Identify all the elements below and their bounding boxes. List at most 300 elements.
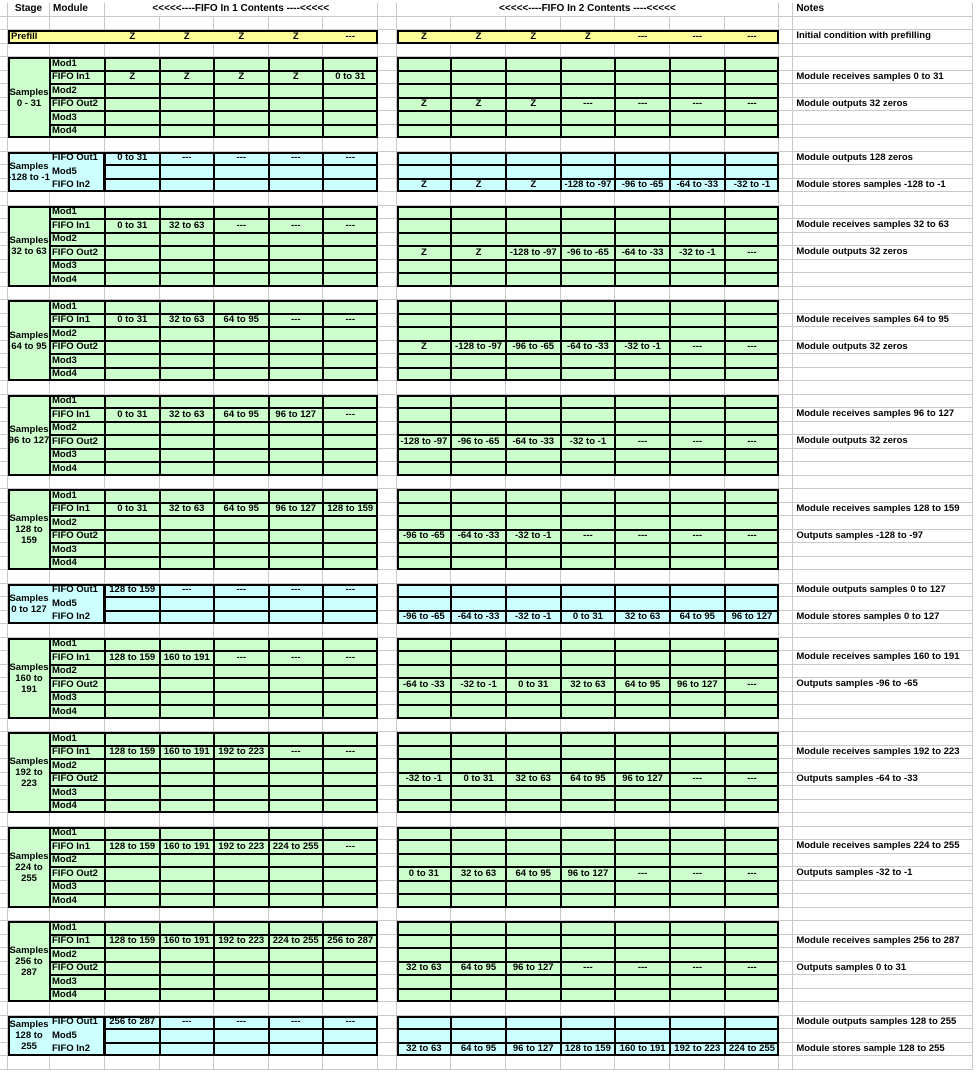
note-cell[interactable]: Module receives samples 224 to 255: [793, 840, 973, 854]
empty-note-cell[interactable]: [793, 1029, 973, 1043]
fifo2-cell[interactable]: [397, 354, 452, 368]
fifo2-cell[interactable]: [397, 921, 452, 935]
fifo1-cell[interactable]: [269, 732, 324, 746]
fifo1-cell[interactable]: [269, 948, 324, 962]
fifo1-cell[interactable]: 64 to 95: [214, 314, 269, 328]
fifo2-cell[interactable]: [561, 368, 616, 382]
fifo1-cell[interactable]: [323, 125, 378, 139]
fifo2-cell[interactable]: -128 to -97: [397, 435, 452, 449]
fifo1-cell[interactable]: [105, 260, 160, 274]
fifo1-cell[interactable]: [214, 989, 269, 1003]
fifo2-cell[interactable]: [615, 597, 670, 611]
fifo1-cell[interactable]: [160, 111, 215, 125]
fifo2-cell[interactable]: [615, 948, 670, 962]
module-cell[interactable]: FIFO Out2: [50, 341, 105, 355]
fifo2-cell[interactable]: [451, 921, 506, 935]
fifo1-cell[interactable]: [323, 975, 378, 989]
fifo2-cell[interactable]: [670, 152, 725, 166]
fifo1-cell[interactable]: [214, 368, 269, 382]
note-cell[interactable]: Module outputs 32 zeros: [793, 341, 973, 355]
fifo1-cell[interactable]: [269, 962, 324, 976]
module-cell[interactable]: Mod2: [50, 665, 105, 679]
fifo2-cell[interactable]: [561, 638, 616, 652]
fifo2-cell[interactable]: [670, 921, 725, 935]
fifo1-cell[interactable]: 0 to 31: [323, 71, 378, 85]
fifo2-cell[interactable]: [397, 368, 452, 382]
fifo1-cell[interactable]: 96 to 127: [269, 408, 324, 422]
fifo2-cell[interactable]: [725, 557, 780, 571]
fifo2-cell[interactable]: [397, 840, 452, 854]
fifo2-cell[interactable]: [725, 935, 780, 949]
fifo1-cell[interactable]: [269, 611, 324, 625]
fifo1-cell[interactable]: [160, 1029, 215, 1043]
fifo2-cell[interactable]: [397, 948, 452, 962]
fifo2-cell[interactable]: ---: [561, 530, 616, 544]
module-cell[interactable]: Mod5: [50, 597, 105, 611]
fifo1-cell[interactable]: [269, 57, 324, 71]
fifo2-cell[interactable]: [506, 894, 561, 908]
fifo2-cell[interactable]: 0 to 31: [561, 611, 616, 625]
fifo2-cell[interactable]: [451, 71, 506, 85]
fifo1-cell[interactable]: [160, 894, 215, 908]
fifo2-cell[interactable]: [670, 314, 725, 328]
fifo2-cell[interactable]: [506, 732, 561, 746]
note-cell[interactable]: Module receives samples 128 to 159: [793, 503, 973, 517]
fifo1-cell[interactable]: [323, 489, 378, 503]
fifo1-cell[interactable]: [323, 692, 378, 706]
fifo2-cell[interactable]: [451, 368, 506, 382]
fifo1-cell[interactable]: [160, 867, 215, 881]
fifo2-cell[interactable]: [451, 1029, 506, 1043]
prefill-fifo1-cell[interactable]: Z: [292, 30, 299, 42]
fifo2-cell[interactable]: [506, 219, 561, 233]
empty-note-cell[interactable]: [793, 57, 973, 71]
fifo1-cell[interactable]: [214, 273, 269, 287]
fifo1-cell[interactable]: [214, 1029, 269, 1043]
fifo2-cell[interactable]: [397, 854, 452, 868]
fifo2-cell[interactable]: [397, 584, 452, 598]
fifo1-cell[interactable]: [269, 692, 324, 706]
fifo2-cell[interactable]: [451, 314, 506, 328]
note-cell[interactable]: Module outputs samples 128 to 255: [793, 1016, 973, 1030]
fifo2-cell[interactable]: [397, 894, 452, 908]
fifo2-cell[interactable]: [561, 800, 616, 814]
fifo2-cell[interactable]: [561, 881, 616, 895]
fifo2-cell[interactable]: [615, 584, 670, 598]
fifo1-cell[interactable]: [269, 449, 324, 463]
fifo2-cell[interactable]: 64 to 95: [670, 611, 725, 625]
empty-note-cell[interactable]: [793, 759, 973, 773]
fifo1-cell[interactable]: 192 to 223: [214, 935, 269, 949]
fifo2-cell[interactable]: -128 to -97: [451, 341, 506, 355]
fifo2-cell[interactable]: [506, 651, 561, 665]
module-cell[interactable]: FIFO Out2: [50, 962, 105, 976]
fifo2-cell[interactable]: [615, 206, 670, 220]
fifo1-cell[interactable]: [269, 786, 324, 800]
fifo2-cell[interactable]: [506, 111, 561, 125]
fifo2-cell[interactable]: [397, 732, 452, 746]
fifo1-cell[interactable]: [214, 327, 269, 341]
fifo1-cell[interactable]: ---: [323, 408, 378, 422]
fifo1-cell[interactable]: [160, 435, 215, 449]
fifo2-cell[interactable]: [670, 543, 725, 557]
fifo2-cell[interactable]: [506, 273, 561, 287]
fifo1-cell[interactable]: [214, 867, 269, 881]
fifo1-cell[interactable]: [214, 921, 269, 935]
fifo2-cell[interactable]: [615, 638, 670, 652]
fifo1-cell[interactable]: [105, 1043, 160, 1057]
fifo2-cell[interactable]: [670, 165, 725, 179]
prefill-fifo2-cell[interactable]: ---: [692, 30, 703, 42]
fifo2-cell[interactable]: ---: [725, 530, 780, 544]
fifo2-cell[interactable]: [561, 692, 616, 706]
fifo2-cell[interactable]: [725, 233, 780, 247]
fifo1-cell[interactable]: [160, 395, 215, 409]
fifo1-cell[interactable]: [269, 260, 324, 274]
empty-note-cell[interactable]: [793, 449, 973, 463]
fifo2-cell[interactable]: [506, 449, 561, 463]
fifo1-cell[interactable]: [105, 341, 160, 355]
fifo1-cell[interactable]: 224 to 255: [269, 935, 324, 949]
fifo1-cell[interactable]: [105, 948, 160, 962]
fifo2-cell[interactable]: 96 to 127: [670, 678, 725, 692]
fifo2-cell[interactable]: [670, 935, 725, 949]
fifo2-cell[interactable]: [615, 894, 670, 908]
fifo2-cell[interactable]: 64 to 95: [451, 1043, 506, 1057]
fifo2-cell[interactable]: ---: [725, 246, 780, 260]
note-cell[interactable]: Module receives samples 96 to 127: [793, 408, 973, 422]
note-cell[interactable]: Module receives samples 64 to 95: [793, 314, 973, 328]
fifo2-cell[interactable]: [670, 800, 725, 814]
fifo1-cell[interactable]: [323, 516, 378, 530]
fifo2-cell[interactable]: [725, 732, 780, 746]
fifo2-cell[interactable]: [670, 854, 725, 868]
fifo2-cell[interactable]: [397, 638, 452, 652]
stage-cell[interactable]: Samples 64 to 95: [8, 300, 50, 381]
fifo1-cell[interactable]: [105, 300, 160, 314]
fifo2-cell[interactable]: ---: [670, 773, 725, 787]
empty-note-cell[interactable]: [793, 516, 973, 530]
fifo2-cell[interactable]: [506, 557, 561, 571]
fifo1-cell[interactable]: [269, 327, 324, 341]
prefill-fifo2-cell[interactable]: ---: [747, 30, 757, 42]
fifo2-cell[interactable]: [506, 638, 561, 652]
fifo2-cell[interactable]: [451, 233, 506, 247]
fifo1-cell[interactable]: 160 to 191: [160, 840, 215, 854]
empty-note-cell[interactable]: [793, 206, 973, 220]
fifo2-cell[interactable]: [561, 314, 616, 328]
fifo2-cell[interactable]: [725, 894, 780, 908]
fifo2-cell[interactable]: [451, 84, 506, 98]
module-cell[interactable]: Mod1: [50, 395, 105, 409]
fifo1-cell[interactable]: ---: [214, 1016, 269, 1030]
fifo2-cell[interactable]: 96 to 127: [725, 611, 780, 625]
fifo1-cell[interactable]: [323, 705, 378, 719]
fifo2-cell[interactable]: ---: [561, 962, 616, 976]
fifo2-cell[interactable]: 0 to 31: [397, 867, 452, 881]
module-cell[interactable]: FIFO Out1: [50, 584, 105, 598]
fifo1-cell[interactable]: [269, 894, 324, 908]
fifo2-cell[interactable]: [561, 489, 616, 503]
fifo2-cell[interactable]: [561, 449, 616, 463]
fifo2-cell[interactable]: [561, 894, 616, 908]
fifo2-cell[interactable]: [561, 111, 616, 125]
fifo1-cell[interactable]: [214, 516, 269, 530]
fifo1-cell[interactable]: ---: [160, 1016, 215, 1030]
fifo2-cell[interactable]: [615, 273, 670, 287]
fifo1-cell[interactable]: [323, 773, 378, 787]
fifo2-cell[interactable]: 96 to 127: [506, 1043, 561, 1057]
fifo2-cell[interactable]: [506, 422, 561, 436]
fifo1-cell[interactable]: [269, 705, 324, 719]
empty-note-cell[interactable]: [793, 462, 973, 476]
fifo2-cell[interactable]: [725, 975, 780, 989]
module-cell[interactable]: Mod4: [50, 368, 105, 382]
fifo2-cell[interactable]: [451, 948, 506, 962]
stage-cell[interactable]: Samples 128 to 159: [8, 489, 50, 570]
fifo2-cell[interactable]: [561, 975, 616, 989]
module-cell[interactable]: FIFO Out2: [50, 246, 105, 260]
fifo2-cell[interactable]: [725, 516, 780, 530]
fifo2-cell[interactable]: [670, 300, 725, 314]
module-cell[interactable]: Mod1: [50, 921, 105, 935]
fifo2-cell[interactable]: -64 to -33: [451, 530, 506, 544]
module-cell[interactable]: FIFO In1: [50, 71, 105, 85]
fifo1-cell[interactable]: [214, 827, 269, 841]
fifo1-cell[interactable]: [160, 962, 215, 976]
fifo1-cell[interactable]: [323, 165, 378, 179]
fifo2-cell[interactable]: [506, 354, 561, 368]
fifo2-cell[interactable]: [615, 759, 670, 773]
module-cell[interactable]: FIFO In1: [50, 935, 105, 949]
fifo2-cell[interactable]: [561, 665, 616, 679]
module-cell[interactable]: FIFO Out2: [50, 530, 105, 544]
fifo2-cell[interactable]: [670, 786, 725, 800]
fifo2-cell[interactable]: [670, 327, 725, 341]
fifo2-cell[interactable]: [725, 462, 780, 476]
fifo1-cell[interactable]: ---: [214, 219, 269, 233]
empty-note-cell[interactable]: [793, 800, 973, 814]
fifo2-cell[interactable]: [451, 489, 506, 503]
fifo2-cell[interactable]: [615, 489, 670, 503]
fifo2-cell[interactable]: [451, 759, 506, 773]
fifo1-cell[interactable]: ---: [323, 840, 378, 854]
fifo1-cell[interactable]: [160, 84, 215, 98]
fifo2-cell[interactable]: [506, 516, 561, 530]
fifo2-cell[interactable]: [725, 152, 780, 166]
fifo1-cell[interactable]: [105, 368, 160, 382]
fifo2-cell[interactable]: ---: [725, 962, 780, 976]
note-cell[interactable]: Outputs samples 0 to 31: [793, 962, 973, 976]
empty-note-cell[interactable]: [793, 786, 973, 800]
fifo2-cell[interactable]: [506, 975, 561, 989]
module-cell[interactable]: Mod4: [50, 705, 105, 719]
stage-cell[interactable]: Samples 224 to 255: [8, 827, 50, 908]
fifo2-cell[interactable]: [725, 111, 780, 125]
fifo1-cell[interactable]: [269, 233, 324, 247]
fifo2-cell[interactable]: [451, 327, 506, 341]
fifo2-cell[interactable]: [561, 854, 616, 868]
fifo1-cell[interactable]: [105, 557, 160, 571]
fifo1-cell[interactable]: [269, 881, 324, 895]
fifo2-cell[interactable]: [397, 786, 452, 800]
fifo1-cell[interactable]: [105, 732, 160, 746]
fifo2-cell[interactable]: [725, 759, 780, 773]
fifo2-cell[interactable]: [615, 327, 670, 341]
fifo1-cell[interactable]: [160, 57, 215, 71]
fifo1-cell[interactable]: [269, 773, 324, 787]
fifo2-cell[interactable]: [725, 948, 780, 962]
module-cell[interactable]: FIFO Out2: [50, 773, 105, 787]
fifo2-cell[interactable]: [725, 584, 780, 598]
fifo2-cell[interactable]: [397, 800, 452, 814]
fifo1-cell[interactable]: 256 to 287: [105, 1016, 160, 1030]
fifo2-cell[interactable]: -96 to -65: [397, 611, 452, 625]
fifo2-cell[interactable]: [615, 462, 670, 476]
fifo2-cell[interactable]: [506, 705, 561, 719]
fifo2-cell[interactable]: [506, 1029, 561, 1043]
fifo2-cell[interactable]: [506, 462, 561, 476]
empty-note-cell[interactable]: [793, 125, 973, 139]
fifo2-cell[interactable]: [397, 1029, 452, 1043]
fifo2-cell[interactable]: [670, 111, 725, 125]
fifo2-cell[interactable]: [670, 57, 725, 71]
fifo1-cell[interactable]: [323, 300, 378, 314]
module-cell[interactable]: FIFO In1: [50, 746, 105, 760]
fifo2-cell[interactable]: [506, 989, 561, 1003]
fifo2-cell[interactable]: [670, 584, 725, 598]
empty-note-cell[interactable]: [793, 354, 973, 368]
fifo2-cell[interactable]: [670, 368, 725, 382]
fifo1-cell[interactable]: ---: [214, 152, 269, 166]
fifo2-cell[interactable]: [561, 165, 616, 179]
fifo2-cell[interactable]: [506, 395, 561, 409]
fifo2-cell[interactable]: [725, 219, 780, 233]
empty-note-cell[interactable]: [793, 989, 973, 1003]
fifo1-cell[interactable]: Z: [160, 71, 215, 85]
fifo1-cell[interactable]: [105, 921, 160, 935]
note-cell[interactable]: Outputs samples -32 to -1: [793, 867, 973, 881]
empty-note-cell[interactable]: [793, 732, 973, 746]
fifo2-cell[interactable]: [725, 57, 780, 71]
fifo2-cell[interactable]: [615, 165, 670, 179]
fifo2-cell[interactable]: [397, 462, 452, 476]
fifo2-cell[interactable]: [670, 827, 725, 841]
fifo2-cell[interactable]: [506, 840, 561, 854]
fifo2-cell[interactable]: [615, 152, 670, 166]
fifo2-cell[interactable]: -96 to -65: [397, 530, 452, 544]
fifo2-cell[interactable]: [725, 692, 780, 706]
fifo2-cell[interactable]: Z: [451, 179, 506, 193]
fifo2-cell[interactable]: [506, 827, 561, 841]
fifo1-cell[interactable]: ---: [269, 314, 324, 328]
fifo2-cell[interactable]: [397, 1016, 452, 1030]
fifo1-cell[interactable]: [214, 611, 269, 625]
fifo2-cell[interactable]: [506, 57, 561, 71]
fifo1-cell[interactable]: 64 to 95: [214, 408, 269, 422]
fifo2-cell[interactable]: [397, 84, 452, 98]
fifo2-cell[interactable]: ---: [725, 773, 780, 787]
fifo1-cell[interactable]: 32 to 63: [160, 503, 215, 517]
fifo2-cell[interactable]: [725, 881, 780, 895]
fifo1-cell[interactable]: [323, 611, 378, 625]
module-cell[interactable]: Mod2: [50, 84, 105, 98]
fifo2-cell[interactable]: -96 to -65: [561, 246, 616, 260]
fifo1-cell[interactable]: Z: [105, 71, 160, 85]
fifo1-cell[interactable]: ---: [323, 1016, 378, 1030]
fifo2-cell[interactable]: [615, 516, 670, 530]
fifo1-cell[interactable]: [323, 98, 378, 112]
fifo2-cell[interactable]: 0 to 31: [451, 773, 506, 787]
fifo2-cell[interactable]: [615, 800, 670, 814]
fifo1-cell[interactable]: [160, 975, 215, 989]
fifo2-cell[interactable]: [397, 57, 452, 71]
empty-note-cell[interactable]: [793, 881, 973, 895]
fifo1-cell[interactable]: [160, 516, 215, 530]
fifo2-cell[interactable]: [561, 354, 616, 368]
fifo2-cell[interactable]: [725, 638, 780, 652]
fifo1-cell[interactable]: [269, 246, 324, 260]
prefill-fifo2-cell[interactable]: Z: [475, 30, 482, 42]
fifo1-cell[interactable]: [160, 341, 215, 355]
fifo2-cell[interactable]: [670, 408, 725, 422]
fifo2-cell[interactable]: [725, 449, 780, 463]
fifo1-cell[interactable]: [160, 422, 215, 436]
fifo1-cell[interactable]: [160, 921, 215, 935]
fifo1-cell[interactable]: [214, 422, 269, 436]
fifo1-cell[interactable]: [105, 273, 160, 287]
fifo1-cell[interactable]: 160 to 191: [160, 746, 215, 760]
note-cell[interactable]: Module outputs samples 0 to 127: [793, 584, 973, 598]
fifo2-cell[interactable]: [615, 503, 670, 517]
fifo1-cell[interactable]: [214, 962, 269, 976]
fifo1-cell[interactable]: [160, 489, 215, 503]
fifo1-cell[interactable]: [214, 233, 269, 247]
module-cell[interactable]: Mod3: [50, 111, 105, 125]
note-cell[interactable]: Module stores samples -128 to -1: [793, 179, 973, 193]
fifo1-cell[interactable]: [323, 948, 378, 962]
fifo1-cell[interactable]: [160, 368, 215, 382]
fifo2-cell[interactable]: [561, 300, 616, 314]
note-cell[interactable]: Outputs samples -96 to -65: [793, 678, 973, 692]
fifo1-cell[interactable]: [214, 57, 269, 71]
empty-note-cell[interactable]: [793, 368, 973, 382]
fifo1-cell[interactable]: [214, 395, 269, 409]
fifo2-cell[interactable]: -64 to -33: [506, 435, 561, 449]
fifo2-cell[interactable]: Z: [451, 246, 506, 260]
fifo2-cell[interactable]: [725, 125, 780, 139]
fifo2-cell[interactable]: [451, 354, 506, 368]
fifo1-cell[interactable]: [214, 665, 269, 679]
fifo2-cell[interactable]: ---: [725, 678, 780, 692]
empty-note-cell[interactable]: [793, 854, 973, 868]
fifo2-cell[interactable]: [725, 543, 780, 557]
fifo2-cell[interactable]: 96 to 127: [561, 867, 616, 881]
module-cell[interactable]: Mod3: [50, 354, 105, 368]
fifo1-cell[interactable]: [105, 854, 160, 868]
fifo1-cell[interactable]: [323, 867, 378, 881]
fifo2-cell[interactable]: [561, 233, 616, 247]
fifo2-cell[interactable]: [397, 206, 452, 220]
fifo1-cell[interactable]: [323, 786, 378, 800]
fifo1-cell[interactable]: [160, 530, 215, 544]
fifo2-cell[interactable]: [397, 503, 452, 517]
module-cell[interactable]: Mod4: [50, 894, 105, 908]
fifo1-cell[interactable]: [323, 1029, 378, 1043]
fifo1-cell[interactable]: [105, 759, 160, 773]
fifo1-cell[interactable]: ---: [323, 651, 378, 665]
empty-note-cell[interactable]: [793, 975, 973, 989]
